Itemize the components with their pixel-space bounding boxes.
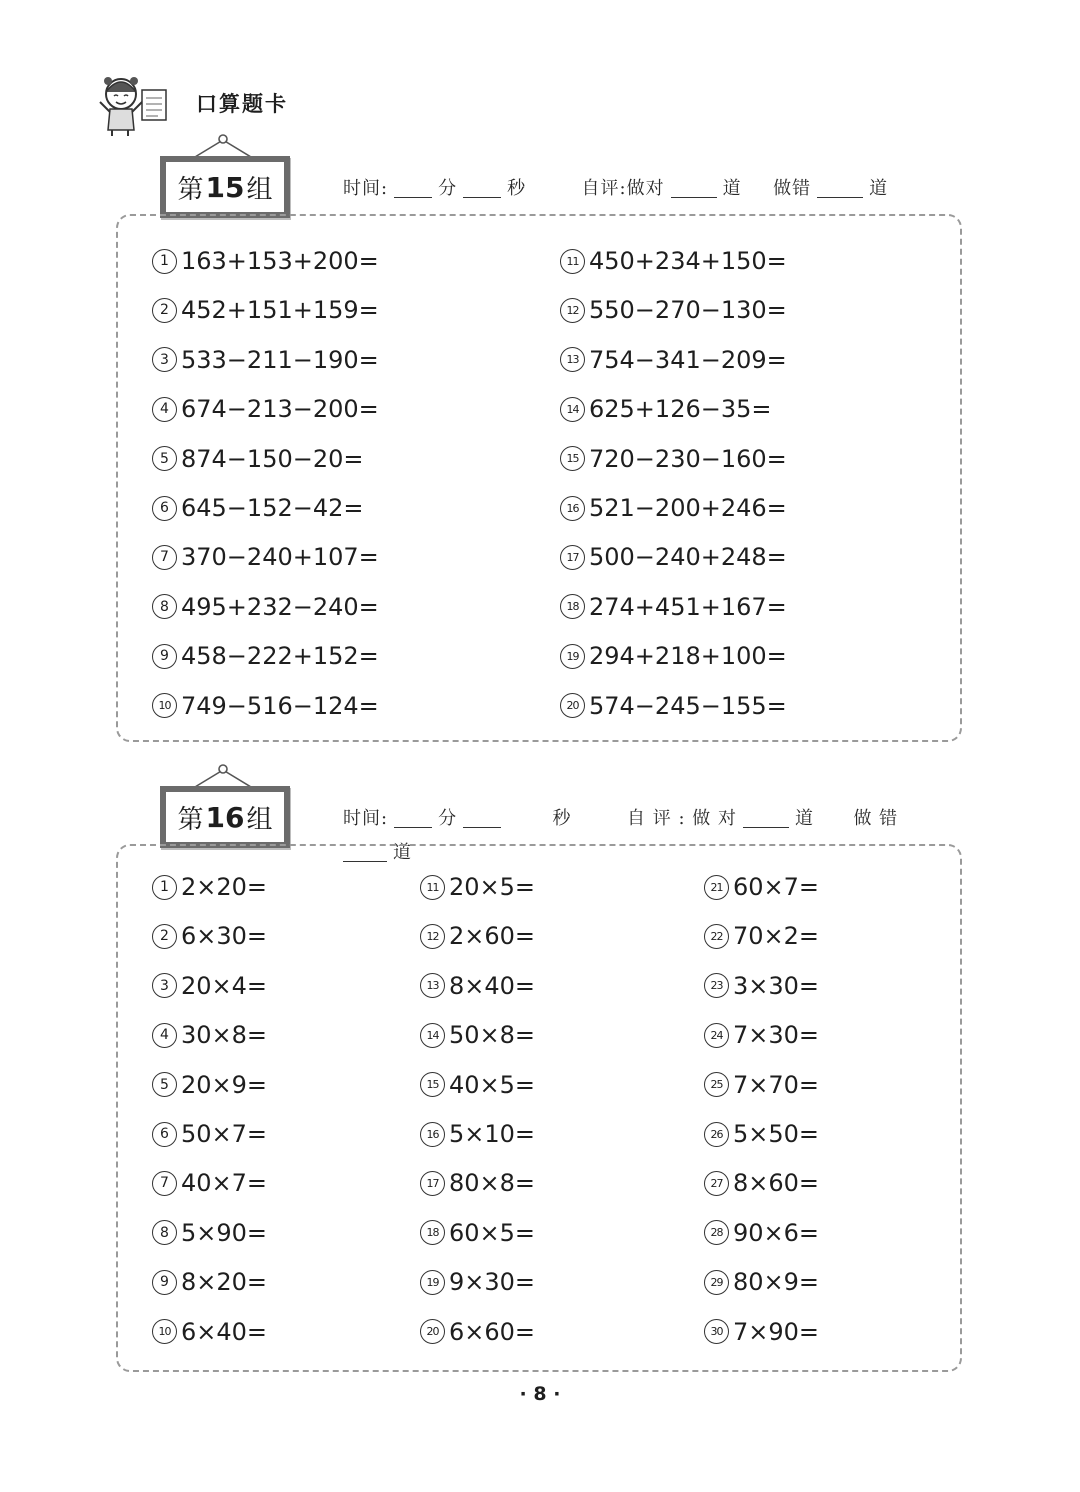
problem-number: 2 — [152, 924, 177, 949]
problem-expression: 80×8= — [449, 1169, 536, 1198]
problem-number: 20 — [560, 693, 585, 718]
group-label-suffix: 组 — [246, 804, 273, 835]
problem-item — [420, 1019, 535, 1051]
problem-item — [560, 443, 787, 475]
correct-count-blank[interactable] — [671, 179, 717, 198]
problem-expression: 7×90= — [733, 1317, 820, 1346]
problem-expression: 458−222+152= — [181, 642, 379, 671]
problem-number: 30 — [704, 1319, 729, 1344]
problem-expression: 50×7= — [181, 1120, 268, 1148]
problem-item — [152, 871, 267, 903]
problem-expression: 40×7= — [181, 1169, 268, 1198]
problem-item — [152, 640, 379, 672]
problem-number: 1 — [152, 875, 177, 900]
problem-expression: 80×9= — [733, 1268, 820, 1297]
problem-item — [560, 245, 787, 277]
problem-expression: 70×2= — [733, 922, 820, 951]
problem-item — [152, 1118, 267, 1150]
problem-number: 25 — [704, 1072, 729, 1097]
group-label-suffix: 组 — [246, 174, 273, 205]
group-16-info — [343, 804, 898, 830]
group-16-label — [160, 786, 290, 848]
problem-item — [152, 970, 267, 1002]
problem-item — [704, 1019, 819, 1051]
problem-item — [152, 1316, 267, 1348]
problem-number: 20 — [420, 1319, 445, 1344]
time-label: 时间: — [343, 178, 389, 199]
problem-expression: 674−213−200= — [181, 395, 379, 424]
group-15-info — [343, 174, 888, 200]
minutes-blank[interactable] — [394, 179, 432, 198]
problem-expression: 90×6= — [733, 1218, 820, 1247]
problem-number: 16 — [560, 496, 585, 521]
problem-item — [420, 1217, 535, 1249]
problem-item — [420, 1069, 535, 1101]
problem-item — [420, 1118, 535, 1150]
problem-number: 12 — [560, 298, 585, 323]
problem-number: 7 — [152, 1171, 177, 1196]
problem-number: 17 — [560, 545, 585, 570]
problem-number: 24 — [704, 1023, 729, 1048]
problem-item — [704, 1266, 819, 1298]
problem-number: 14 — [420, 1023, 445, 1048]
wrong-label: 做错 — [773, 178, 812, 199]
seconds-blank[interactable] — [463, 809, 501, 828]
problem-expression: 6×30= — [181, 922, 268, 951]
girl-mascot-icon — [96, 72, 176, 138]
problem-item — [152, 1266, 267, 1298]
problem-number: 12 — [420, 924, 445, 949]
problem-expression: 7×30= — [733, 1021, 820, 1050]
problem-expression: 500−240+248= — [589, 543, 787, 572]
problem-item — [560, 294, 787, 326]
problem-number: 19 — [420, 1270, 445, 1295]
problem-expression: 754−341−209= — [589, 345, 787, 374]
problem-expression: 450+234+150= — [589, 247, 787, 275]
problem-number: 26 — [704, 1122, 729, 1147]
problem-expression: 495+232−240= — [181, 592, 379, 621]
problem-expression: 5×50= — [733, 1120, 820, 1148]
problem-expression: 274+451+167= — [589, 592, 787, 621]
problem-item — [704, 871, 819, 903]
problem-expression: 574−245−155= — [589, 691, 787, 720]
self-eval-label: 自 评 : 做 对 — [627, 808, 737, 829]
correct-count-blank[interactable] — [743, 809, 789, 828]
problem-expression: 550−270−130= — [589, 296, 787, 325]
problem-number: 5 — [152, 446, 177, 471]
seconds-blank[interactable] — [463, 179, 501, 198]
problem-number: 15 — [560, 446, 585, 471]
problem-item — [560, 591, 787, 623]
problem-number: 13 — [420, 973, 445, 998]
problem-number: 19 — [560, 644, 585, 669]
problem-number: 28 — [704, 1220, 729, 1245]
problem-item — [420, 970, 535, 1002]
problem-number: 10 — [152, 1319, 177, 1344]
problem-item — [152, 690, 379, 722]
problem-item — [152, 245, 379, 277]
problem-item — [704, 1069, 819, 1101]
problem-number: 11 — [420, 875, 445, 900]
problem-number: 16 — [420, 1122, 445, 1147]
unit-label: 道 — [393, 842, 412, 863]
problem-number: 14 — [560, 397, 585, 422]
problem-expression: 533−211−190= — [181, 345, 379, 374]
problem-number: 17 — [420, 1171, 445, 1196]
problem-number: 8 — [152, 594, 177, 619]
problem-expression: 2×20= — [181, 873, 268, 901]
group-label-prefix: 第 — [177, 174, 204, 205]
problem-item — [152, 1167, 267, 1199]
problem-number: 9 — [152, 1270, 177, 1295]
problem-expression: 9×30= — [449, 1268, 536, 1297]
problem-number: 5 — [152, 1072, 177, 1097]
problem-number: 10 — [152, 693, 177, 718]
time-label: 时间: — [343, 808, 389, 829]
problem-expression: 8×20= — [181, 1268, 268, 1297]
problem-expression: 60×5= — [449, 1218, 536, 1247]
problem-number: 3 — [152, 973, 177, 998]
problem-expression: 720−230−160= — [589, 444, 787, 473]
minutes-label: 分 — [438, 808, 458, 829]
wrong-count-blank[interactable] — [817, 179, 863, 198]
group-number: 16 — [205, 800, 245, 834]
problem-expression: 5×90= — [181, 1218, 268, 1247]
seconds-label: 秒 — [507, 178, 527, 199]
unit-label: 道 — [722, 178, 742, 199]
problem-number: 2 — [152, 298, 177, 323]
problem-item — [704, 1118, 819, 1150]
problem-item — [560, 690, 787, 722]
problem-item — [420, 1266, 535, 1298]
problem-expression: 20×5= — [449, 873, 536, 901]
minutes-blank[interactable] — [394, 809, 432, 828]
problem-item — [152, 920, 267, 952]
problem-item — [152, 393, 379, 425]
problem-expression: 625+126−35= — [589, 395, 772, 424]
problem-item — [420, 920, 535, 952]
problem-expression: 2×60= — [449, 922, 536, 951]
problem-expression: 521−200+246= — [589, 494, 787, 522]
problem-item — [704, 1316, 819, 1348]
problem-expression: 60×7= — [733, 873, 820, 901]
group-15-label — [160, 156, 290, 218]
problem-item — [152, 492, 363, 524]
problem-expression: 20×9= — [181, 1070, 268, 1099]
problem-number: 9 — [152, 644, 177, 669]
problem-item — [420, 1316, 535, 1348]
problem-item — [704, 970, 819, 1002]
problem-item — [704, 920, 819, 952]
problem-number: 29 — [704, 1270, 729, 1295]
problem-item — [152, 1019, 267, 1051]
problem-expression: 645−152−42= — [181, 494, 364, 522]
seconds-label: 秒 — [552, 808, 572, 829]
problem-item — [560, 640, 787, 672]
problem-number: 15 — [420, 1072, 445, 1097]
problem-item — [704, 1217, 819, 1249]
problem-expression: 30×8= — [181, 1021, 268, 1050]
problem-item — [152, 541, 379, 573]
problem-expression: 8×40= — [449, 971, 536, 1000]
problem-expression: 370−240+107= — [181, 543, 379, 572]
problem-item — [560, 344, 787, 376]
problem-number: 6 — [152, 496, 177, 521]
problem-item — [560, 541, 787, 573]
problem-expression: 6×40= — [181, 1317, 268, 1346]
problem-number: 13 — [560, 347, 585, 372]
group-label-prefix: 第 — [177, 804, 204, 835]
wrong-label: 做 错 — [853, 808, 899, 829]
problem-expression: 3×30= — [733, 971, 820, 1000]
minutes-label: 分 — [438, 178, 458, 199]
problem-number: 11 — [560, 249, 585, 274]
card-title: 口算题卡 — [196, 92, 288, 116]
problem-number: 27 — [704, 1171, 729, 1196]
page-number: · 8 · — [519, 1383, 561, 1405]
problem-item — [152, 294, 379, 326]
problem-expression: 452+151+159= — [181, 296, 379, 325]
problem-number: 23 — [704, 973, 729, 998]
unit-label: 道 — [794, 808, 814, 829]
problem-number: 3 — [152, 347, 177, 372]
problem-expression: 7×70= — [733, 1070, 820, 1099]
unit-label: 道 — [869, 178, 889, 199]
problem-number: 1 — [152, 249, 177, 274]
problem-expression: 40×5= — [449, 1070, 536, 1099]
problem-expression: 874−150−20= — [181, 444, 364, 473]
problem-item — [420, 871, 535, 903]
problem-item — [152, 1069, 267, 1101]
problem-number: 22 — [704, 924, 729, 949]
problem-expression: 8×60= — [733, 1169, 820, 1198]
problem-item — [420, 1167, 535, 1199]
problem-expression: 294+218+100= — [589, 642, 787, 671]
problem-item — [704, 1167, 819, 1199]
problem-expression: 163+153+200= — [181, 247, 379, 275]
problem-item — [152, 1217, 267, 1249]
problem-number: 4 — [152, 1023, 177, 1048]
problem-item — [152, 344, 379, 376]
problem-number: 18 — [420, 1220, 445, 1245]
problem-item — [560, 492, 787, 524]
problem-expression: 20×4= — [181, 971, 268, 1000]
problem-item — [560, 393, 771, 425]
problem-number: 6 — [152, 1122, 177, 1147]
problem-number: 8 — [152, 1220, 177, 1245]
problem-expression: 749−516−124= — [181, 691, 379, 720]
problem-item — [152, 443, 363, 475]
problem-number: 7 — [152, 545, 177, 570]
problem-item — [152, 591, 379, 623]
problem-number: 18 — [560, 594, 585, 619]
problem-number: 4 — [152, 397, 177, 422]
self-eval-label: 自评:做对 — [581, 178, 665, 199]
problem-expression: 5×10= — [449, 1120, 536, 1148]
problem-expression: 50×8= — [449, 1021, 536, 1050]
problem-expression: 6×60= — [449, 1317, 536, 1346]
problem-number: 21 — [704, 875, 729, 900]
group-number: 15 — [205, 170, 245, 204]
